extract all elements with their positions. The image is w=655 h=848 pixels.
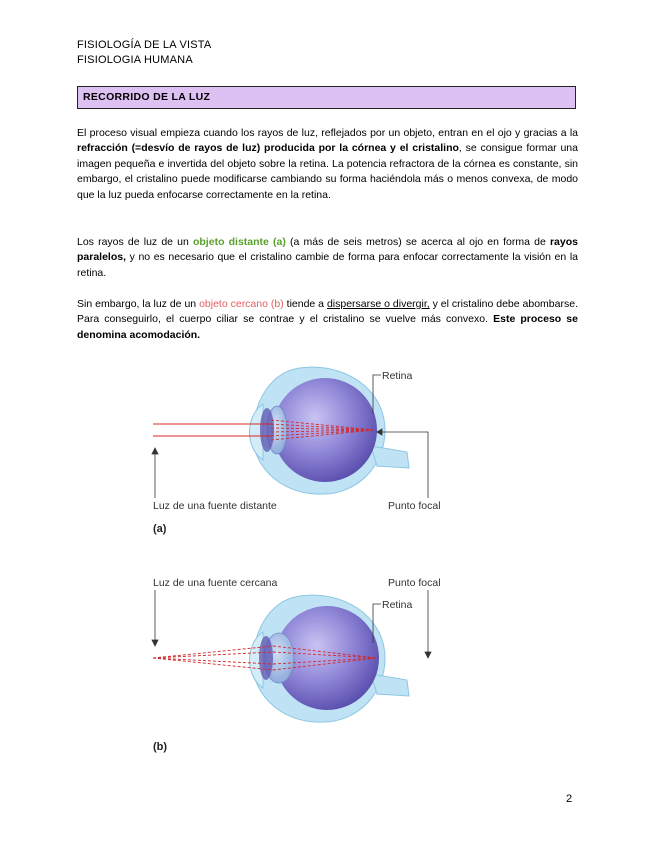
eye-a-icon — [250, 367, 410, 494]
retina-label-a: Retina — [382, 370, 413, 382]
section-title-box — [77, 86, 576, 109]
focal-label-a: Punto focal — [388, 500, 441, 512]
source-label-a: Luz de una fuente distante — [153, 500, 277, 512]
paragraph-distant-object — [77, 235, 578, 281]
page-number: 2 — [566, 793, 573, 805]
focal-label-b: Punto focal — [388, 577, 441, 589]
header-title: FISIOLOGÍA DE LA VISTA — [77, 39, 212, 51]
diagram-b — [152, 577, 441, 753]
section-title: RECORRIDO DE LA LUZ — [83, 91, 211, 103]
paragraph-refraction — [77, 126, 578, 203]
diagram-a — [152, 367, 441, 535]
p3-underlined-diverge: dispersarse o divergir, — [326, 298, 430, 310]
eye-diagrams-svg — [145, 358, 455, 758]
source-label-b: Luz de una fuente cercana — [153, 577, 278, 589]
retina-label-b: Retina — [382, 599, 413, 611]
eye-accommodation-figure — [145, 358, 455, 758]
p3-text-3: y el cristalino debe abombarse. Para conseguirlo, el cuerpo ciliar se contrae y el cristalino se vuelve más convexo. — [77, 298, 578, 326]
p2-text-2: (a más de seis metros) se acerca al ojo en forma de — [285, 236, 550, 248]
p2-distant-object-highlight: objeto distante (a) — [192, 236, 286, 248]
p1-text-1: El proceso visual empieza cuando los rayos de luz, reflejados por un objeto, entran en el ojo y gracias a la — [77, 127, 578, 139]
p2-text-3: y no es necesario que el cristalino cambie de forma para enfocar correctamente la visión en la retina. — [77, 251, 578, 279]
p3-text-2: tiende a — [283, 298, 327, 310]
p1-bold-refraction: refracción (=desvío de rayos de luz) producida por la córnea y el cristalino — [77, 142, 459, 155]
paragraph-near-object — [77, 297, 578, 343]
page-header — [77, 38, 211, 68]
p2-bold-parallel-rays: rayos paralelos, — [77, 236, 578, 264]
p3-near-object-highlight: objeto cercano (b) — [199, 298, 284, 310]
eye-b-icon — [250, 595, 410, 722]
p2-text-1: Los rayos de luz de un — [77, 236, 193, 248]
p1-text-2: , se consigue formar una imagen pequeña e invertida del objeto sobre la retina. La potencia refractora de la córnea es constante, sin embargo, el cristalino puede modificarse cambiando su forma haciéndola más o menos convexa, de modo que la luz pueda enfocarse correctamente en la retina. — [77, 142, 578, 201]
figure-label-b: (b) — [153, 741, 168, 753]
figure-label-a: (a) — [153, 523, 167, 535]
p3-text-1: Sin embargo, la luz de un — [77, 298, 200, 310]
p3-bold-accommodation: Este proceso se denomina acomodación. — [77, 313, 578, 341]
header-subtitle: FISIOLOGIA HUMANA — [77, 54, 193, 66]
